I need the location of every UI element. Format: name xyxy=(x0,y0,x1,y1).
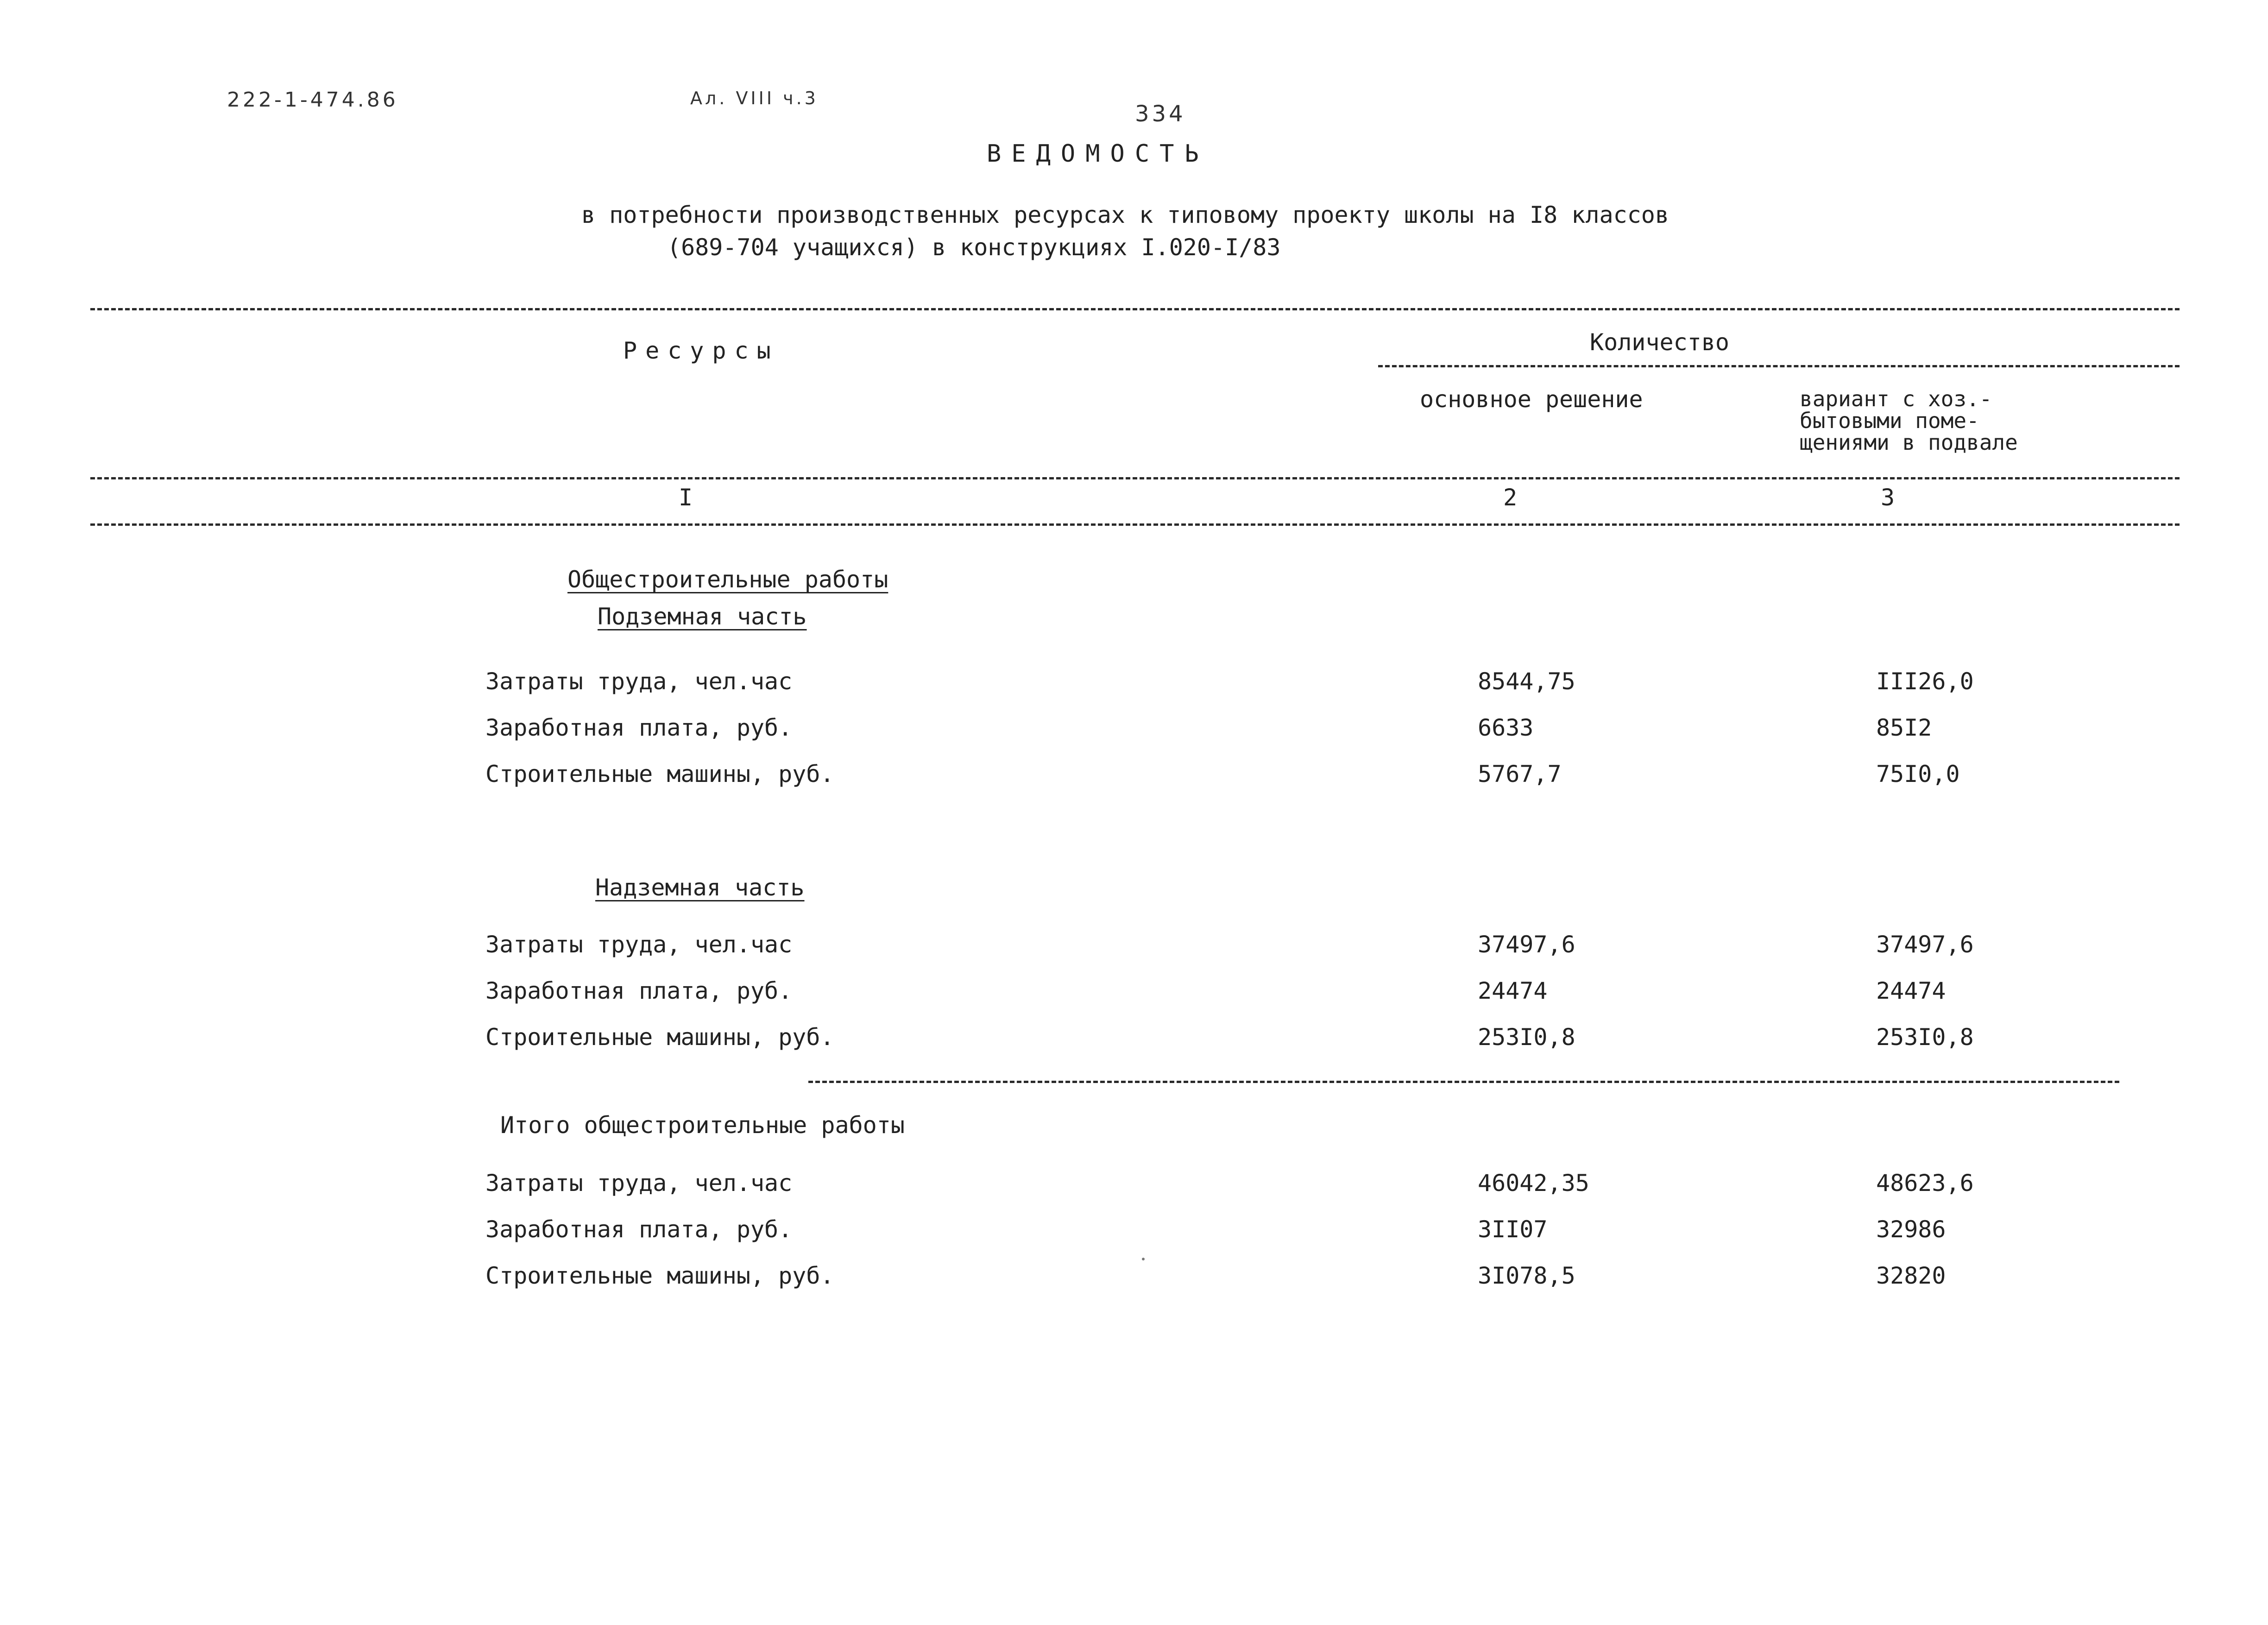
header-bottom-rule xyxy=(90,477,2180,479)
subsection-title-aboveground: Надземная часть xyxy=(595,874,805,901)
row-label: Строительные машины, руб. xyxy=(485,761,834,787)
quantity-rule xyxy=(1378,365,2180,367)
row-value-variant: 253I0,8 xyxy=(1876,1024,1974,1051)
row-value-variant: 32986 xyxy=(1876,1216,1946,1243)
column-number-1: I xyxy=(679,484,693,511)
row-label: Заработная плата, руб. xyxy=(485,1216,793,1243)
row-label: Строительные машины, руб. xyxy=(485,1024,834,1051)
col-numbers-bottom-rule xyxy=(90,523,2180,526)
subsection-title-underground: Подземная часть xyxy=(598,603,807,630)
row-value-main: 24474 xyxy=(1478,977,1548,1004)
total-section-title: Итого общестроительные работы xyxy=(500,1112,905,1139)
document-code: 222-1-474.86 xyxy=(227,88,398,112)
row-label: Затраты труда, чел.час xyxy=(485,1170,793,1197)
row-value-main: 46042,35 xyxy=(1478,1170,1589,1197)
col3-header-line3: щениями в подвале xyxy=(1800,430,2018,455)
row-value-main: 37497,6 xyxy=(1478,931,1575,958)
row-label: Строительные машины, руб. xyxy=(485,1262,834,1289)
section-title-general: Общестроительные работы xyxy=(567,566,888,593)
row-value-variant: 48623,6 xyxy=(1876,1170,1974,1197)
quantity-header: Количество xyxy=(1590,329,1730,356)
row-label: Затраты труда, чел.час xyxy=(485,668,793,695)
document-title: ВЕДОМОСТЬ xyxy=(987,140,1209,168)
row-value-variant: 85I2 xyxy=(1876,714,1932,741)
row-value-variant: 24474 xyxy=(1876,977,1946,1004)
row-value-main: 8544,75 xyxy=(1478,668,1575,695)
subtotal-rule xyxy=(808,1081,2119,1083)
document-subtitle-line1: в потребности производственных ресурсах к типовому проекту школы на I8 классов xyxy=(581,202,1669,228)
row-label: Заработная плата, руб. xyxy=(485,977,793,1004)
row-value-main: 6633 xyxy=(1478,714,1534,741)
row-label: Затраты труда, чел.час xyxy=(485,931,793,958)
document-subtitle-line2: (689-704 учащихся) в конструкциях I.020-I/83 xyxy=(667,234,1281,261)
row-value-main: 3I078,5 xyxy=(1478,1262,1575,1289)
table-top-rule xyxy=(90,308,2180,310)
page-number: 334 xyxy=(1135,101,1186,127)
row-value-variant: 32820 xyxy=(1876,1262,1946,1289)
scan-speck xyxy=(1142,1258,1145,1260)
row-value-variant: 37497,6 xyxy=(1876,931,1974,958)
row-label: Заработная плата, руб. xyxy=(485,714,793,741)
col3-header-line1: вариант с хоз.- xyxy=(1800,386,1992,411)
row-value-variant: 75I0,0 xyxy=(1876,761,1960,787)
row-value-main: 253I0,8 xyxy=(1478,1024,1575,1051)
row-value-variant: III26,0 xyxy=(1876,668,1974,695)
col3-header-line2: бытовыми поме- xyxy=(1800,408,1979,433)
column-number-2: 2 xyxy=(1503,484,1518,511)
row-value-main: 3II07 xyxy=(1478,1216,1548,1243)
resources-header: Ресурсы xyxy=(623,337,779,364)
row-value-main: 5767,7 xyxy=(1478,761,1562,787)
album-reference: Ал. VIII ч.3 xyxy=(690,88,819,108)
col2-header: основное решение xyxy=(1420,386,1643,413)
column-number-3: 3 xyxy=(1881,484,1895,511)
